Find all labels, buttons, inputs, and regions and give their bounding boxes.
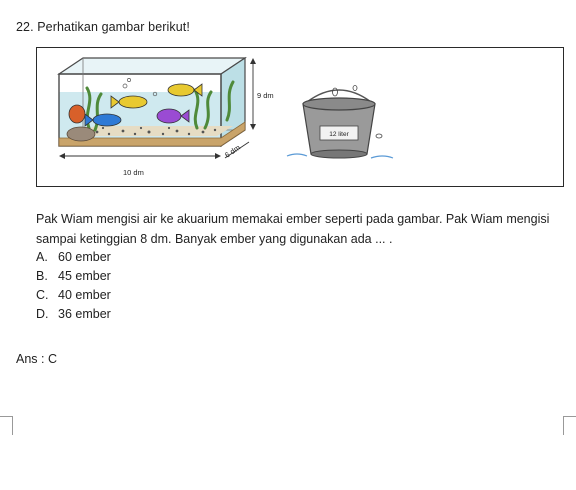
aquarium [59, 58, 256, 159]
frame-corner-left [0, 416, 13, 435]
question-text: Pak Wiam mengisi air ke akuarium memakai ember seperti pada gambar. Pak Wiam mengisi sampai ketinggian 8 dm. Banyak ember yang digunakan ada ... . [36, 212, 550, 246]
figure-illustration [37, 48, 565, 188]
bucket-label: 12 liter [329, 131, 349, 138]
question-title: 22. Perhatikan gambar berikut! [16, 20, 190, 34]
answer-options [36, 248, 111, 324]
figure-box [36, 47, 564, 187]
option-text: 36 ember [58, 307, 111, 321]
aquarium-width-label: 6 dm [223, 142, 242, 160]
bucket [287, 86, 393, 159]
aquarium-length-label: 10 dm [123, 168, 144, 177]
aquarium-height-label: 9 dm [257, 91, 274, 100]
option-d[interactable] [36, 305, 111, 324]
option-letter: D. [36, 307, 49, 321]
option-text: 40 ember [58, 288, 111, 302]
answer-text: Ans : C [16, 352, 57, 366]
option-letter: B. [36, 269, 48, 283]
option-letter: A. [36, 250, 48, 264]
option-text: 45 ember [58, 269, 111, 283]
option-a[interactable] [36, 248, 111, 267]
option-letter: C. [36, 288, 49, 302]
frame-corner-right [563, 416, 576, 435]
option-b[interactable] [36, 267, 111, 286]
option-text: 60 ember [58, 250, 111, 264]
option-c[interactable] [36, 286, 111, 305]
